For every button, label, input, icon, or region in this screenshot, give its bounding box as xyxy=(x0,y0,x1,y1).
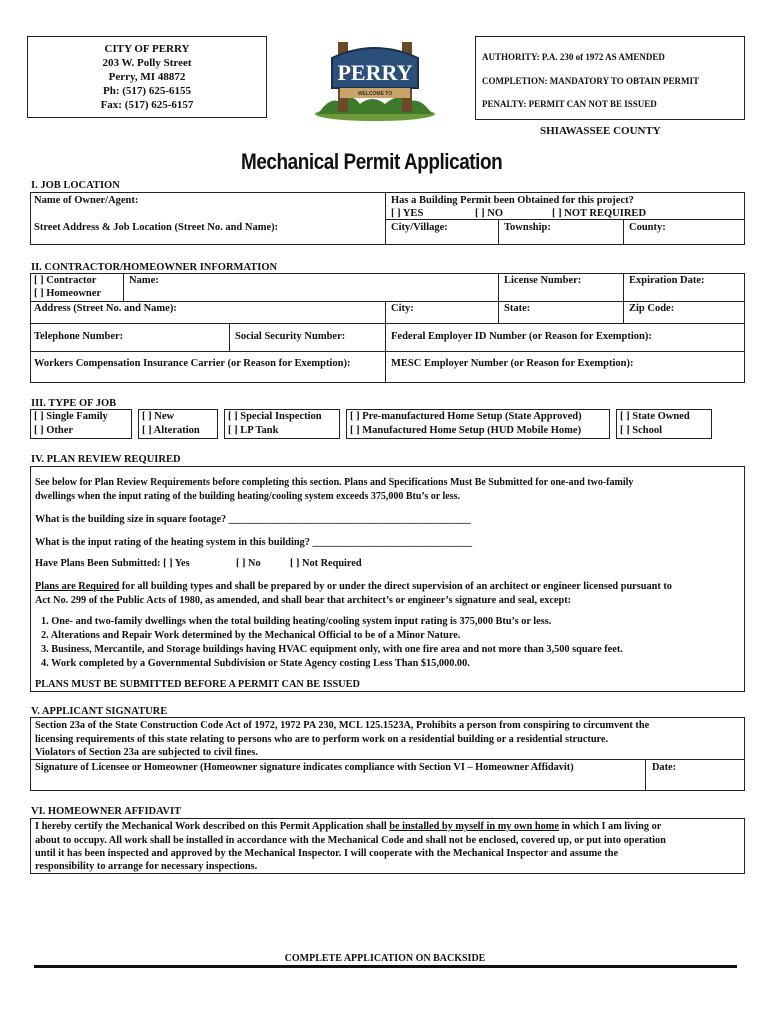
exception-1: 1. One- and two-family dwellings when the total building heating/cooling system input rating is 375,000 Btu’s or less. xyxy=(41,616,552,627)
county-field[interactable]: County: xyxy=(629,222,666,233)
contractor-checkbox[interactable]: [ ] Contractor xyxy=(34,275,97,286)
premanufactured-checkbox[interactable]: [ ] Pre-manufactured Home Setup (State Approved) xyxy=(350,411,582,422)
section5-heading: V. APPLICANT SIGNATURE xyxy=(31,706,168,717)
page-title: Mechanical Permit Application xyxy=(241,149,503,174)
plans-must-be-submitted: PLANS MUST BE SUBMITTED BEFORE A PERMIT CAN BE ISSUED xyxy=(35,679,360,690)
manufactured-checkbox[interactable]: [ ] Manufactured Home Setup (HUD Mobile Home) xyxy=(350,425,582,436)
single-family-checkbox[interactable]: [ ] Single Family xyxy=(34,411,108,422)
other-checkbox[interactable]: [ ] Other xyxy=(34,425,74,436)
svg-text:WELCOME TO: WELCOME TO xyxy=(357,91,393,97)
fein-field[interactable]: Federal Employer ID Number (or Reason for Exemption): xyxy=(391,331,652,342)
ssn-field[interactable]: Social Security Number: xyxy=(235,331,346,342)
penalty-text: PENALTY: PERMIT CAN NOT BE ISSUED xyxy=(482,99,657,109)
contractor-address-field[interactable]: Address (Street No. and Name): xyxy=(34,303,177,314)
special-inspection-checkbox[interactable]: [ ] Special Inspection xyxy=(228,411,322,422)
permit-not-required-checkbox[interactable]: [ ] NOT REQUIRED xyxy=(552,208,647,219)
exception-3: 3. Business, Mercantile, and Storage buildings having HVAC equipment only, with one fire area and not more than 3,500 square feet. xyxy=(41,644,623,655)
plans-submitted-no[interactable]: [ ] No xyxy=(236,558,261,569)
building-permit-question: Has a Building Permit been Obtained for this project? xyxy=(391,195,634,206)
permit-yes-checkbox[interactable]: [ ] YES xyxy=(391,208,424,219)
new-checkbox[interactable]: [ ] New xyxy=(142,411,175,422)
city-village-field[interactable]: City/Village: xyxy=(391,222,448,233)
city-street: 203 W. Polly Street xyxy=(102,57,192,69)
footer-note: COMPLETE APPLICATION ON BACKSIDE xyxy=(284,953,486,964)
owner-agent-field[interactable]: Name of Owner/Agent: xyxy=(34,195,139,206)
lp-tank-checkbox[interactable]: [ ] LP Tank xyxy=(228,425,279,436)
city-fax: Fax: (517) 625-6157 xyxy=(100,99,194,111)
contractor-city-field[interactable]: City: xyxy=(391,303,414,314)
workers-comp-field[interactable]: Workers Compensation Insurance Carrier (or Reason for Exemption): xyxy=(34,358,351,369)
township-field[interactable]: Township: xyxy=(504,222,551,233)
affidavit-line2: about to occupy. All work shall be installed in accordance with the Mechanical Code and shall not be enclosed, covered up, or put into operation xyxy=(35,835,666,846)
plans-submitted-yes[interactable]: Have Plans Been Submitted: [ ] Yes xyxy=(35,558,190,569)
contractor-zip-field[interactable]: Zip Code: xyxy=(629,303,675,314)
signature-field[interactable]: Signature of Licensee or Homeowner (Homeowner signature indicates compliance with Section VI – Homeowner Affidavit) xyxy=(35,762,574,773)
section23a-line2: licensing requirements of this state relating to persons who are to perform work on a residential building or a residential structure. xyxy=(35,734,609,745)
authority-text: AUTHORITY: P.A. 230 of 1972 AS AMENDED xyxy=(482,52,665,62)
expiration-date-field[interactable]: Expiration Date: xyxy=(629,275,705,286)
school-checkbox[interactable]: [ ] School xyxy=(620,425,662,436)
perry-logo xyxy=(310,36,440,122)
telephone-field[interactable]: Telephone Number: xyxy=(34,331,124,342)
building-size-field[interactable]: What is the building size in square footage? _______________________________________________ xyxy=(35,514,471,525)
affidavit-line1: I hereby certify the Mechanical Work described on this Permit Application shall be installed by myself in my own home in which I am living or xyxy=(35,821,662,832)
footer-rule xyxy=(34,965,737,968)
input-rating-field[interactable]: What is the input rating of the heating system in this building? _______________________________ xyxy=(35,537,473,548)
state-owned-checkbox[interactable]: [ ] State Owned xyxy=(620,411,690,422)
contractor-name-field[interactable]: Name: xyxy=(129,275,159,286)
exception-4: 4. Work completed by a Governmental Subdivision or State Agency costing Less Than $15,000.00. xyxy=(41,658,470,669)
city-address-box xyxy=(27,36,267,118)
section3-heading: III. TYPE OF JOB xyxy=(31,398,117,409)
contractor-state-field[interactable]: State: xyxy=(504,303,531,314)
exception-2: 2. Alterations and Repair Work determined by the Mechanical Official to be of a Minor Nature. xyxy=(41,630,461,641)
city-phone: Ph: (517) 625-6155 xyxy=(103,85,191,97)
affidavit-line4: responsibility to arrange for necessary inspections. xyxy=(35,861,258,872)
city-zip: Perry, MI 48872 xyxy=(108,71,186,83)
plan-review-intro-1: See below for Plan Review Requirements before completing this section. Plans and Specifications Must Be Submitted for one-and two-family xyxy=(35,477,634,488)
county-name: SHIAWASSEE COUNTY xyxy=(540,125,661,137)
license-number-field[interactable]: License Number: xyxy=(504,275,582,286)
section23a-line1: Section 23a of the State Construction Code Act of 1972, 1972 PA 230, MCL 125.1523A, Prohibits a person from conspiring to circumvent the xyxy=(35,720,650,731)
plans-required-line2: Act No. 299 of the Public Acts of 1980, as amended, and shall bear that architect’s or engineer’s signature and seal, except: xyxy=(35,595,572,606)
homeowner-checkbox[interactable]: [ ] Homeowner xyxy=(34,288,102,299)
plan-review-intro-2: dwellings when the input rating of the building heating/cooling system exceeds 375,000 Btu’s or less. xyxy=(35,491,461,502)
plans-submitted-not-required[interactable]: [ ] Not Required xyxy=(290,558,362,569)
affidavit-line3: until it has been inspected and approved by the Mechanical Inspector. I will cooperate with the Mechanical Inspector and assume the xyxy=(35,848,619,859)
section23a-line3: Violators of Section 23a are subjected to civil fines. xyxy=(35,747,258,758)
section6-heading: VI. HOMEOWNER AFFIDAVIT xyxy=(31,806,182,817)
plans-required-statement: Plans are Required for all building types and shall be prepared by or under the direct supervision of an architect or engineer licensed pursuant to xyxy=(35,581,672,592)
permit-no-checkbox[interactable]: [ ] NO xyxy=(475,208,503,219)
city-name: CITY OF PERRY xyxy=(104,43,190,55)
section4-heading: IV. PLAN REVIEW REQUIRED xyxy=(31,454,181,465)
alteration-checkbox[interactable]: [ ] Alteration xyxy=(142,425,200,436)
signature-date-field[interactable]: Date: xyxy=(652,762,677,773)
authority-box xyxy=(475,36,745,120)
section1-heading: I. JOB LOCATION xyxy=(31,180,120,191)
mesc-field[interactable]: MESC Employer Number (or Reason for Exemption): xyxy=(391,358,634,369)
street-address-field[interactable]: Street Address & Job Location (Street No. and Name): xyxy=(34,222,279,233)
completion-text: COMPLETION: MANDATORY TO OBTAIN PERMIT xyxy=(482,76,700,86)
svg-text:PERRY: PERRY xyxy=(337,60,413,85)
section2-heading: II. CONTRACTOR/HOMEOWNER INFORMATION xyxy=(31,262,278,273)
